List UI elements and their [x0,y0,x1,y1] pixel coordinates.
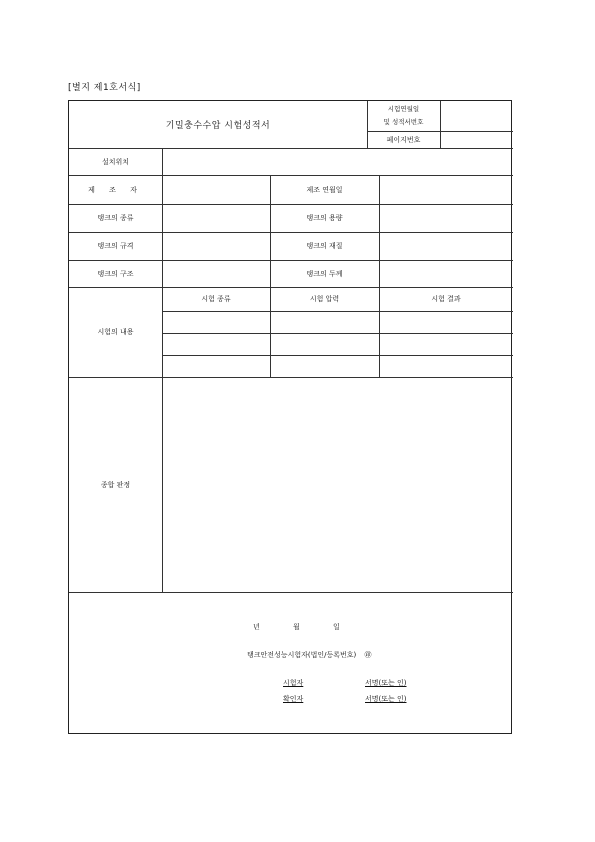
divider [69,232,513,233]
test-row-2-type[interactable] [162,333,270,355]
cert-number-field[interactable] [440,101,513,131]
manufacture-date-field[interactable] [379,175,513,204]
inspector-signature-field[interactable]: 서명(또는 인) [365,695,407,703]
divider [69,592,513,593]
tester-institution-label [247,650,371,660]
page-number-label: 페이지번호 [386,135,421,144]
test-row-3-result[interactable] [379,355,513,377]
test-col-result: 시험 결과 [431,295,461,303]
tank-type-field[interactable] [162,204,270,232]
test-row-3-type[interactable] [162,355,270,377]
tank-material-label: 탱크의 재질 [306,242,343,250]
manufacturer-label: 제 조 자 [88,185,143,194]
date-day: 일 [333,623,340,631]
test-row-2-result[interactable] [379,333,513,355]
location-label: 설치위치 [101,157,130,166]
inspector-label: 확인자 [283,695,304,703]
tank-material-field[interactable] [379,232,513,260]
tank-structure-field[interactable] [162,260,270,287]
seal-mark: ㊞ [364,651,372,659]
divider [69,204,513,205]
test-row-2-pressure[interactable] [270,333,379,355]
test-row-1-type[interactable] [162,311,270,333]
divider [69,175,513,176]
document-title: 기밀충수수압 시험성적서 [165,121,271,131]
divider [367,101,368,148]
manufacture-date-label: 제조 연월일 [306,185,343,194]
tester-signature-field[interactable]: 서명(또는 인) [365,679,407,687]
overall-judgement-label: 종합 판정 [100,480,131,489]
tank-structure-label: 탱크의 구조 [97,269,134,278]
cert-label-line1: 시험연월일 [387,105,420,113]
test-row-1-pressure[interactable] [270,311,379,333]
divider [162,311,513,312]
divider [440,101,441,148]
manufacturer-field[interactable] [162,175,270,204]
tank-spec-field[interactable] [162,232,270,260]
tank-spec-label: 탱크의 규격 [97,242,134,250]
divider [367,131,513,132]
page-number-field[interactable] [440,131,513,148]
form-reference: [별지 제1호서식] [68,83,141,93]
divider [162,333,513,334]
cert-number-label [367,101,440,131]
divider [162,355,513,356]
divider [270,175,271,377]
divider [69,260,513,261]
divider [69,377,513,378]
test-row-3-pressure[interactable] [270,355,379,377]
cert-label-line2: 및 성적서번호 [383,118,424,126]
test-col-type: 시험 종류 [201,295,231,303]
institution-text: 탱크안전성능시험자(법인/등록번호) [247,651,357,659]
tank-capacity-label: 탱크의 용량 [306,214,343,222]
divider [69,148,513,149]
tank-thickness-label: 탱크의 두께 [306,269,343,278]
date-month: 월 [293,623,300,631]
tester-label: 시험자 [283,679,304,687]
date-year: 년 [253,623,260,631]
divider [379,175,380,377]
divider [162,148,163,592]
tank-capacity-field[interactable] [379,204,513,232]
test-row-1-result[interactable] [379,311,513,333]
location-field[interactable] [162,148,513,175]
test-col-pressure: 시험 압력 [309,295,340,303]
divider [69,287,513,288]
tank-thickness-field[interactable] [379,260,513,287]
test-section-label: 시험의 내용 [97,328,134,336]
certificate-form [68,100,512,734]
tank-type-label: 탱크의 종류 [97,214,134,222]
overall-judgement-field[interactable] [162,377,513,592]
